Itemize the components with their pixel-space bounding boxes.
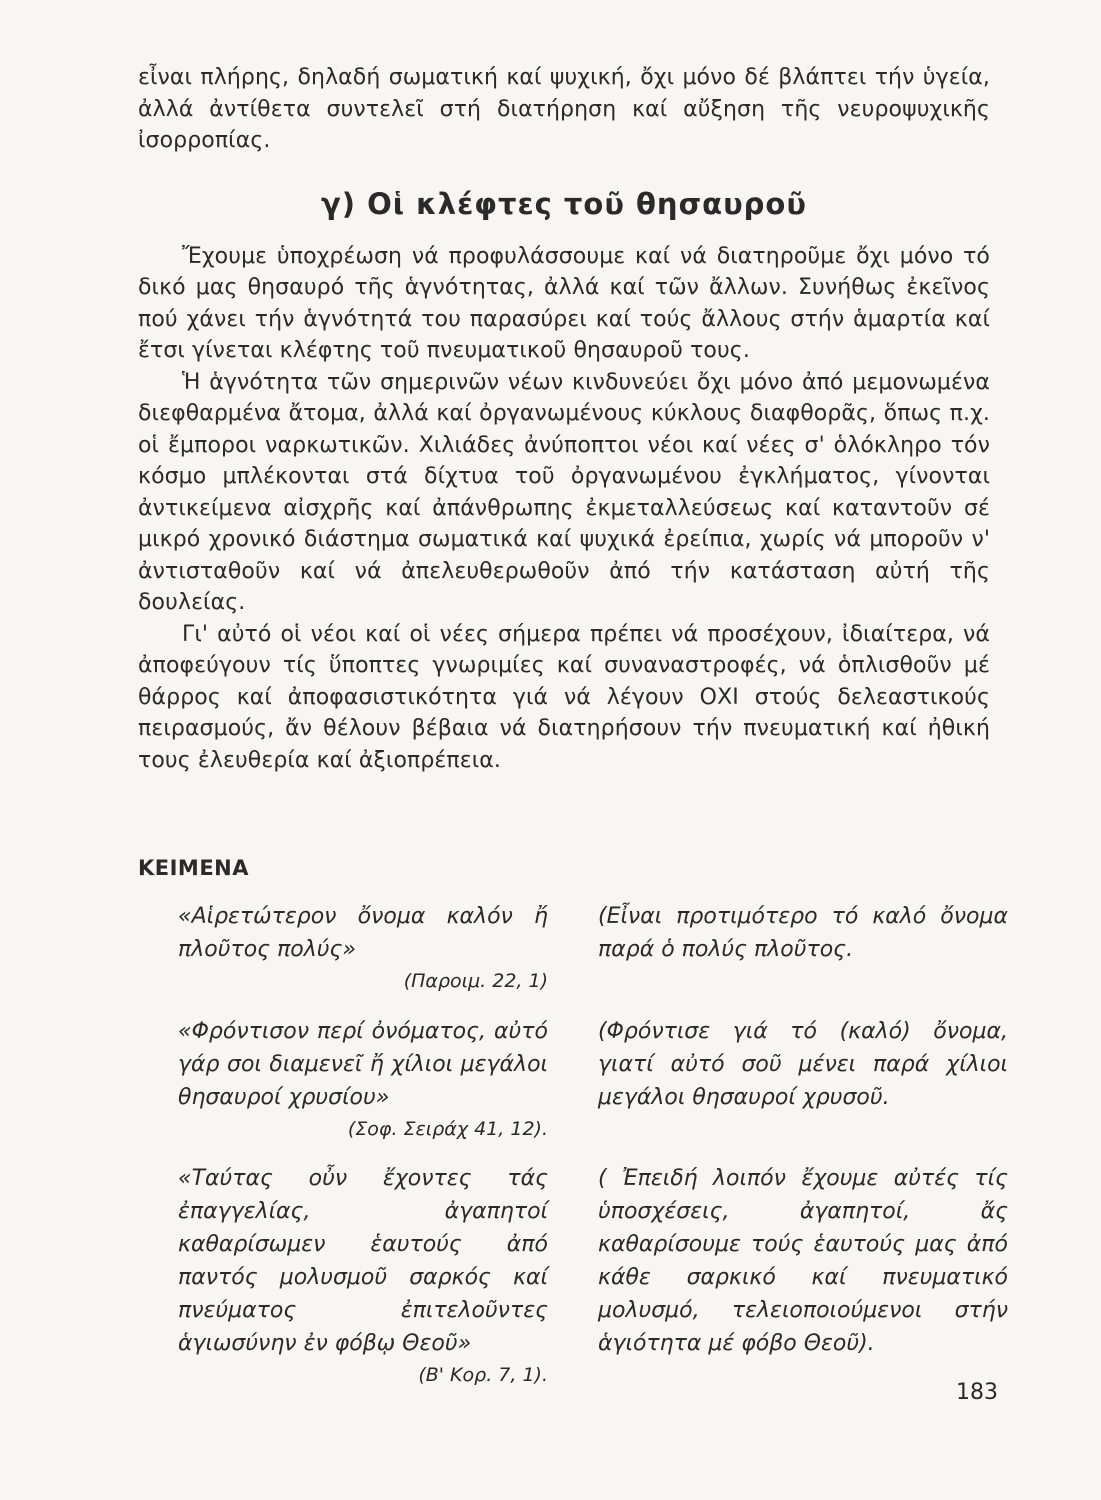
quote-original-text: «Ταύτας οὖν ἔχοντες τάς ἐπαγγελίας, ἀγαπητοί καθαρίσωμεν ἑαυτούς ἀπό παντός μολυσμοῦ σαρκός καί πνεύματος ἐπιτελοῦντες ἁγιωσύνην ἐν φόβῳ Θεοῦ»	[178, 1166, 548, 1356]
quote-translation-1: (Εἶναι προτιμότερο τό καλό ὄνομα παρά ὁ πολύς πλοῦτος.	[598, 904, 1008, 962]
quote-original-3	[178, 1162, 548, 1390]
quote-translation-3: ( Ἐπειδή λοιπόν ἔχουμε αὐτές τίς ὑποσχέσεις, ἀγαπητοί, ἄς καθαρίσουμε τούς ἑαυτούς μας ἀπό κάθε σαρκικό καί πνευματικό μολυσμό, τελειοποιούμενοι στήν ἁγιότητα μέ φόβο Θεοῦ).	[598, 1166, 1008, 1356]
intro-paragraph: εἶναι πλήρης, δηλαδή σωματική καί ψυχική, ὄχι μόνο δέ βλάπτει τήν ὑγεία, ἀλλά ἀντίθετα συντελεῖ στή διατήρηση καί αὔξηση τῆς νευροψυχικῆς ἰσορροπίας.	[138, 65, 990, 153]
quote-original-text: «Φρόντισον περί ὀνόματος, αὐτό γάρ σοι διαμενεῖ ἤ χίλιοι μεγάλοι θησαυροί χρυσίου»	[178, 1019, 548, 1110]
page-number: 183	[956, 1380, 998, 1405]
quote-original-1	[178, 900, 548, 996]
paragraph-3: Γι' αὐτό οἱ νέοι καί οἱ νέες σήμερα πρέπει νά προσέχουν, ἰδιαίτερα, νά ἀποφεύγουν τίς ὕποπτες γνωριμίες καί συναναστροφές, νά ὁπλισθοῦν μέ θάρρος καί ἀποφασιστικότητα γιά νά λέγουν ΟΧΙ στούς δελεαστικούς πειρασμούς, ἄν θέλουν βέβαια νά διατηρήσουν τήν πνευματική καί ἠθική τους ἐλευθερία καί ἀξιοπρέπεια.	[138, 621, 990, 773]
paragraph-2: Ἡ ἁγνότητα τῶν σημερινῶν νέων κινδυνεύει ὄχι μόνο ἀπό μεμονωμένα διεφθαρμένα ἄτομα, ἀλλά καί ὀργανωμένους κύκλους διαφθορᾶς, ὅπως π.χ. οἱ ἔμποροι ναρκωτικῶν. Χιλιάδες ἀνύποπτοι νέοι καί νέες σ' ὁλόκληρο τόν κόσμο μπλέκονται στά δίχτυα τοῦ ὀργανωμένου ἐγκλήματος, γίνονται ἀντικείμενα αἰσχρῆς καί ἀπάνθρωπης ἐκμεταλλεύσεως καί καταντοῦν σέ μικρό χρονικό διάστημα σωματικά καί ψυχικά ἐρείπια, χωρίς νά μποροῦν ν' ἀντισταθοῦν καί νά ἀπελευθερωθοῦν ἀπό τήν κατάσταση αὐτή τῆς δουλείας.	[138, 369, 990, 615]
quote-reference: (Παροιμ. 22, 1)	[403, 970, 548, 992]
quote-translation-2: (Φρόντισε γιά τό (καλό) ὄνομα, γιατί αὐτό σοῦ μένει παρά χίλιοι μεγάλοι θησαυροί χρυσοῦ.	[598, 1019, 1008, 1110]
main-text	[138, 62, 990, 776]
paragraph-1: Ἔχουμε ὑποχρέωση νά προφυλάσσουμε καί νά διατηροῦμε ὄχι μόνο τό δικό μας θησαυρό τῆς ἁγνότητας, ἀλλά καί τῶν ἄλλων. Συνήθως ἐκεῖνος πού χάνει τήν ἁγνότητά του παρασύρει καί τούς ἄλλους στήν ἁμαρτία καί ἔτσι γίνεται κλέφτης τοῦ πνευματικοῦ θησαυροῦ τους.	[138, 243, 990, 363]
quote-reference: (Β' Κορ. 7, 1).	[418, 1364, 548, 1386]
section-title: γ) Οἱ κλέφτες τοῦ θησαυροῦ	[321, 186, 807, 221]
texts-heading: ΚΕΙΜΕΝΑ	[138, 856, 250, 880]
quote-original-2	[178, 1015, 548, 1144]
quote-reference: (Σοφ. Σειράχ 41, 12).	[347, 1118, 548, 1140]
quote-original-text: «Αἱρετώτερον ὄνομα καλόν ἤ πλοῦτος πολύς»	[178, 904, 548, 962]
